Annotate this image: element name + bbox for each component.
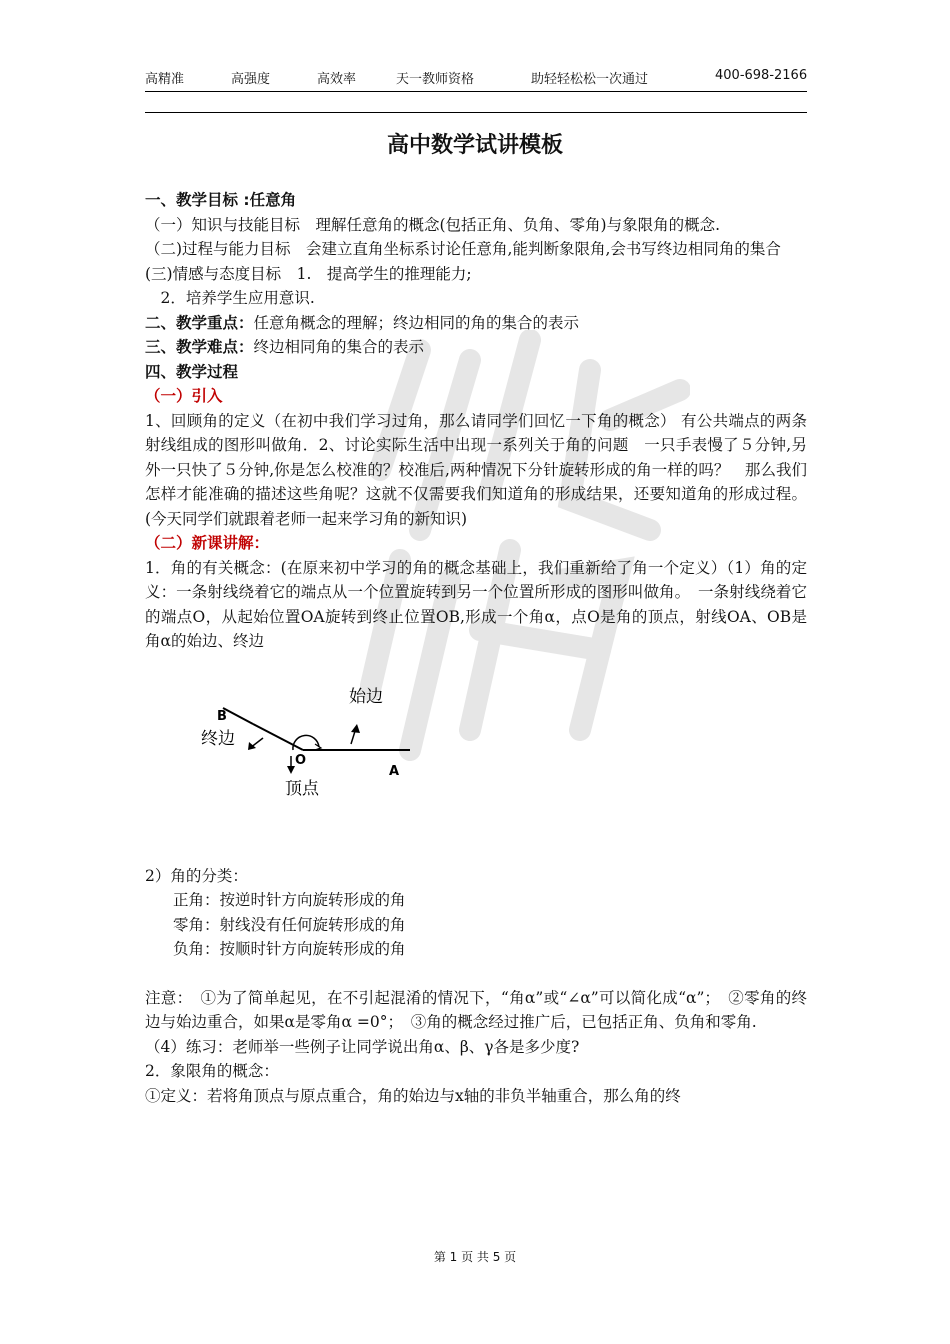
difficulty-label: 三、教学难点： bbox=[145, 338, 254, 356]
point-o-label: O bbox=[295, 752, 307, 768]
header-item: 高强度 bbox=[231, 72, 271, 87]
header-item: 高效率 bbox=[317, 72, 357, 87]
paragraph: ①定义：若将角顶点与原点重合，角的始边与x轴的非负半轴重合，那么角的终 bbox=[145, 1086, 681, 1105]
paragraph: 1、回顾角的定义（在初中我们学习过角，那么请同学们回忆一下角的概念） 有公共端点的两条射线组成的图形叫做角．2、讨论实际生活中出现一系列关于角的问题 一只手表慢了５分钟,另外一只快了５分钟,你是怎么校准的？校准后,两种情况下分针旋转形成的角一样的吗？ 那么我们怎样才能准确的描述这些角呢？这就不仅需要我们知道角的形成结果，还要知道角的形成过程。(今天同学们就跟着老师一起来学习角的新知识) bbox=[145, 411, 807, 528]
header-item: 助轻轻松松一次通过 bbox=[531, 72, 649, 87]
header-item: 天一教师资格 bbox=[396, 72, 475, 87]
paragraph: 2）角的分类： bbox=[145, 866, 248, 885]
header-rule-2 bbox=[145, 112, 807, 113]
point-a-label: A bbox=[389, 763, 400, 779]
paragraph: 1．角的有关概念：(在原来初中学习的角的概念基础上，我们重新给了角一个定义）（1）角的定义：一条射线绕着它的端点从一个位置旋转到另一个位置所形成的图形叫做角。 一条射线绕着它的端点O，从起始位置OA旋转到终止位置OB,形成一个角α，点O是角的顶点，射线OA、OB是角α的始边、终边 bbox=[145, 558, 807, 650]
list-item: 负角：按顺时针方向旋转形成的角 bbox=[173, 940, 406, 958]
page-header bbox=[145, 68, 807, 88]
header-item: 400-698-2166 bbox=[715, 68, 808, 83]
document-body bbox=[145, 188, 807, 1108]
page-title: 高中数学试讲模板 bbox=[386, 133, 563, 158]
subsection-heading: （二）新课讲解： bbox=[145, 534, 270, 552]
vertex-label: 顶点 bbox=[285, 778, 319, 799]
difficulty bbox=[145, 335, 807, 360]
difficulty-text: 终边相同角的集合的表示 bbox=[253, 338, 425, 356]
key-point bbox=[145, 311, 807, 336]
key-point-label: 二、教学重点： bbox=[145, 313, 254, 332]
paragraph: 2．象限角的概念： bbox=[145, 1062, 279, 1080]
angle-figure bbox=[145, 654, 807, 864]
paragraph: 2．培养学生应用意识. bbox=[145, 289, 315, 307]
paragraph: （4）练习：老师举一些例子让同学说出角α、β、γ各是多少度? bbox=[145, 1037, 580, 1056]
list-item: 零角：射线没有任何旋转形成的角 bbox=[173, 915, 406, 934]
paragraph: （二)过程与能力目标 会建立直角坐标系讨论任意角,能判断象限角,会书写终边相同角的集合 bbox=[145, 240, 781, 258]
header-rule bbox=[145, 91, 807, 92]
paragraph: （一）知识与技能目标 理解任意角的概念(包括正角、负角、零角)与象限角的概念. bbox=[145, 215, 721, 234]
list-item: 正角：按逆时针方向旋转形成的角 bbox=[173, 891, 406, 909]
subsection-heading: （一）引入 bbox=[145, 387, 223, 405]
page-footer: 第 1 页 共 5 页 bbox=[433, 1250, 517, 1264]
terminal-side-label: 终边 bbox=[201, 728, 235, 749]
key-point-text: 任意角概念的理解；终边相同的角的集合的表示 bbox=[253, 313, 580, 332]
section-heading: 四、教学过程 bbox=[145, 362, 239, 381]
initial-side-label: 始边 bbox=[349, 686, 383, 707]
terminal-side bbox=[253, 724, 303, 750]
header-item: 高精准 bbox=[145, 72, 185, 87]
point-b-label: B bbox=[217, 708, 227, 724]
paragraph: 注意： ①为了简单起见，在不引起混淆的情况下，“角α”或“∠α”可以简化成“α”； ②零角的终边与始边重合，如果α是零角α =0°； ③角的概念经过推广后，已包括正角、负角和零角. bbox=[145, 988, 807, 1031]
section-heading: 一、教学目标 :任意角 bbox=[145, 191, 297, 209]
paragraph: (三)情感与态度目标 1. 提高学生的推理能力; bbox=[145, 264, 472, 283]
